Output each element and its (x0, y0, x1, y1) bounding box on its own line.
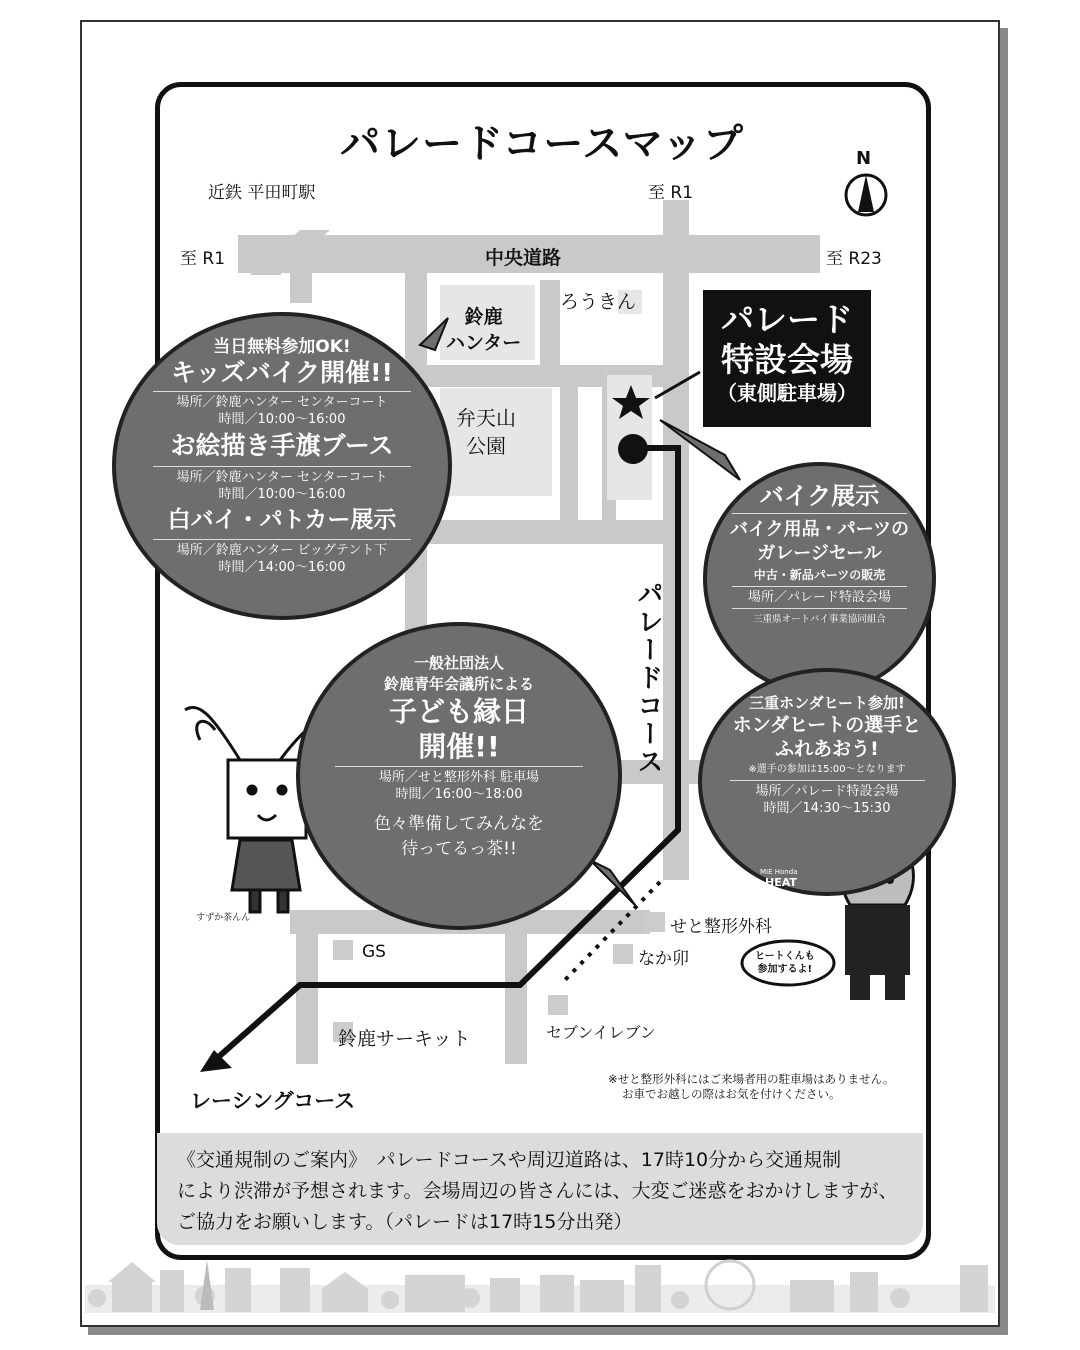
place-rokin: ろうきん (560, 291, 637, 313)
kodomo-tag1: 一般社団法人 (413, 654, 504, 672)
place-hunter: 鈴鹿 ハンター (446, 306, 522, 354)
heat-logo-text1: MIE Honda (760, 868, 798, 876)
lot-seto (645, 912, 665, 932)
page-title: パレードコースマップ (340, 121, 744, 167)
racing-course-label: レーシングコース (190, 1089, 356, 1113)
kodomo-info2: 時間／16:00〜18:00 (395, 787, 523, 802)
place-circuit: 鈴鹿サーキット (338, 1028, 471, 1050)
kodomo-head2: 開催!! (418, 730, 500, 763)
heat-note: ※選手の参加は15:00〜となります (748, 764, 906, 775)
compass-icon (846, 175, 886, 215)
kodomo-msg2: 待ってるっ茶!! (401, 839, 517, 859)
road-bottom-left (296, 934, 318, 1064)
lot-seven (548, 995, 568, 1015)
road-chuo-label: 中央道路 (485, 247, 562, 269)
heat-tag: 三重ホンダヒート参加! (749, 694, 905, 712)
heat-logo-text2: HEAT (765, 876, 797, 889)
suzuka-chan-label: すずか茶んん (196, 913, 251, 923)
notice-line2: により渋滞が予想されます。会場周辺の皆さんには、大変ご迷惑をおかけしますが、 (177, 1180, 898, 1202)
place-bentenyama: 弁天山 公園 (456, 406, 516, 458)
kids-info3a: 場所／鈴鹿ハンター ビッグテント下 (176, 543, 388, 558)
venue-box (703, 290, 871, 427)
kids-info1b: 時間／10:00〜16:00 (218, 412, 346, 427)
kids-info3b: 時間／14:00〜16:00 (218, 560, 346, 575)
event-circle-kids (112, 312, 452, 620)
parking-note-line2: お車でお越しの際はお気を付けください。 (622, 1087, 841, 1101)
place-gs: GS (362, 942, 386, 962)
heat-info2: 時間／14:30〜15:30 (763, 801, 891, 816)
lot-nakau (613, 944, 633, 964)
notice-line3: ご協力をお願いします。（パレードは17時15分出発） (177, 1211, 633, 1233)
lot-gs (333, 940, 353, 960)
bike-sub1: バイク用品・パーツの (730, 519, 909, 540)
kodomo-info1: 場所／せと整形外科 駐車場 (378, 770, 540, 785)
kids-info2b: 時間／10:00〜16:00 (218, 487, 346, 502)
bike-sub3: 中古・新品パーツの販売 (753, 568, 886, 582)
road-park-left (560, 370, 578, 530)
direction-r1-top: 至 R1 (648, 183, 694, 203)
road-bottom-mid (505, 934, 527, 1064)
notice-line1: 《交通規制のご案内》 パレードコースや周辺道路は、17時10分から交通規制 (177, 1149, 842, 1171)
bike-info2: 三重県オートバイ事業協同組合 (753, 614, 886, 625)
heat-head1: ホンダヒートの選手と (732, 714, 922, 736)
town-skyline-decoration (85, 1260, 995, 1313)
place-nakau: なか卯 (638, 949, 689, 969)
venue-line3: （東側駐車場） (717, 381, 857, 405)
place-seto: せと整形外科 (670, 917, 772, 937)
kodomo-msg1: 色々準備してみんなを (374, 814, 544, 834)
heat-bubble-text (755, 950, 815, 976)
heat-bubble-line1: ヒートくんも (755, 951, 815, 962)
venue-line1: パレード (721, 300, 853, 339)
event-circle-heat (698, 668, 956, 896)
bike-sub2: ガレージセール (757, 543, 882, 564)
road-top-left (290, 273, 312, 303)
kodomo-tag2: 鈴鹿青年会議所による (383, 675, 534, 693)
kodomo-head1: 子ども縁日 (388, 695, 529, 728)
kids-head1: キッズバイク開催!! (171, 358, 393, 387)
heat-info1: 場所／パレード特設会場 (755, 784, 899, 799)
kids-head3: 白バイ・パトカー展示 (167, 507, 397, 533)
event-circle-bike (703, 462, 936, 695)
direction-r23: 至 R23 (826, 249, 882, 269)
kids-head2: お絵描き手旗ブース (170, 431, 394, 460)
kids-info2a: 場所／鈴鹿ハンター センターコート (176, 470, 388, 485)
parade-course-label: パレードコース (633, 580, 663, 776)
place-seven: セブンイレブン (546, 1023, 656, 1042)
direction-r1-left: 至 R1 (180, 249, 226, 269)
road-hunter-right (540, 280, 560, 370)
parking-note-line1: ※せと整形外科にはご来場者用の駐車場はありません。 (608, 1072, 895, 1086)
compass-label: N (856, 148, 872, 169)
station-label: 近鉄 平田町駅 (208, 183, 316, 203)
road-horizontal-low (427, 520, 663, 544)
bike-head: バイク展示 (759, 482, 880, 510)
parking-note (608, 1072, 894, 1102)
parade-start-dot (618, 434, 648, 464)
kids-tag: 当日無料参加OK! (213, 337, 351, 357)
heat-head2: ふれあおう! (775, 738, 879, 760)
kids-info1a: 場所／鈴鹿ハンター センターコート (176, 395, 388, 410)
event-circle-kodomo (296, 622, 622, 930)
traffic-notice (157, 1133, 923, 1245)
heat-bubble-line2: 参加するよ! (757, 964, 813, 975)
venue-line2: 特設会場 (721, 340, 853, 379)
bike-info1: 場所／パレード特設会場 (747, 590, 891, 605)
route-arrowhead (200, 1050, 232, 1072)
